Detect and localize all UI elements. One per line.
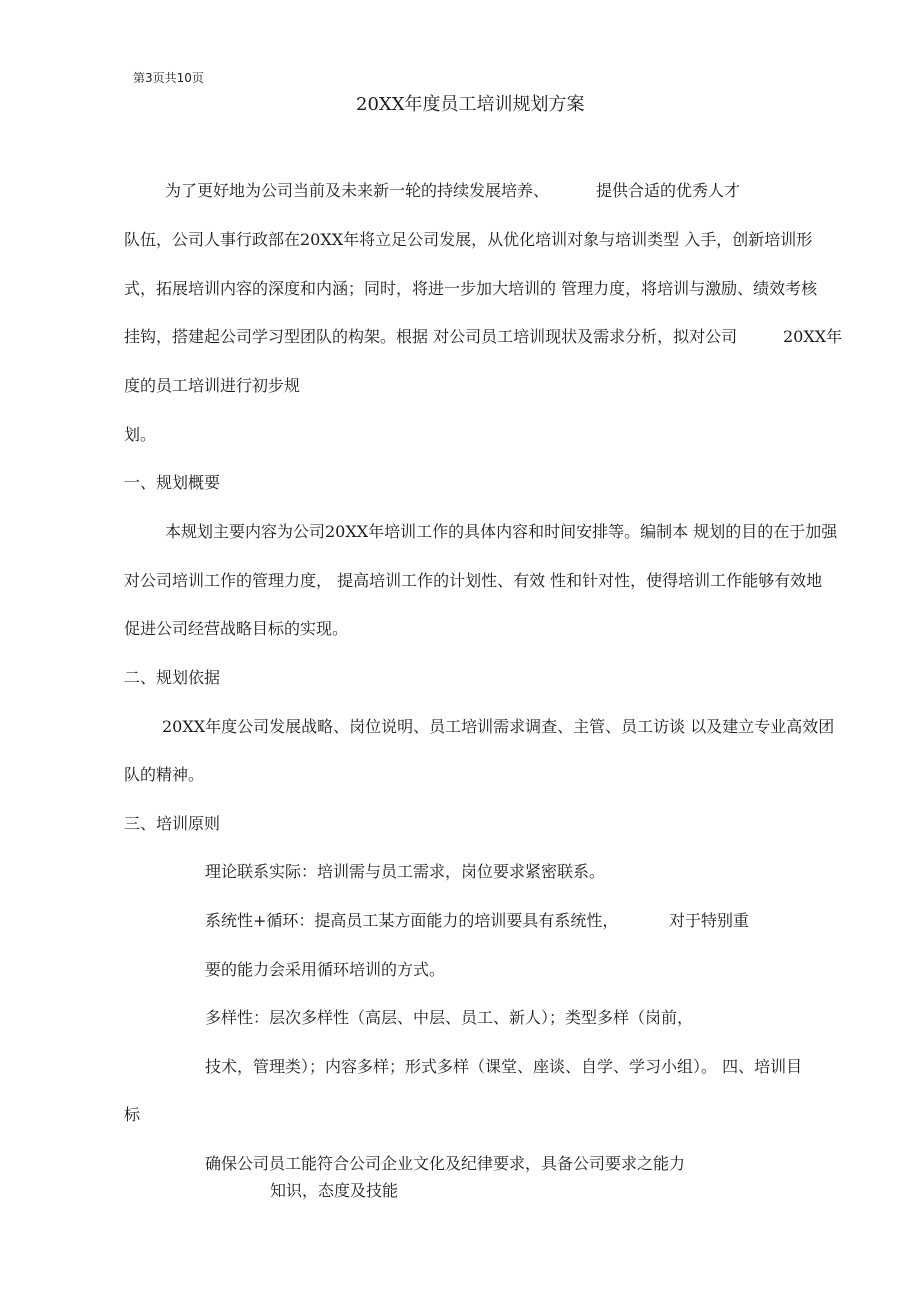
intro-line-2: 队伍，公司人事行政部在20XX年将立足公司发展，从优化培训对象与培训类型 入手，创新培训形 (124, 230, 813, 249)
section-1-line-2: 对公司培训工作的管理力度， 提高培训工作的计划性、有效 性和针对性，使得培训工作能够有效地 (124, 571, 823, 590)
intro-line-4b: 20XX年 (783, 327, 843, 346)
section-3-line-1: 理论联系实际：培训需与员工需求，岗位要求紧密联系。 (205, 862, 606, 881)
section-2-line-2: 队的精神。 (124, 765, 205, 784)
section-1-line-3: 促进公司经营战略目标的实现。 (124, 619, 349, 638)
intro-line-5: 度的员工培训进行初步规 (124, 376, 301, 395)
section-3-line-3: 要的能力会采用循环培训的方式。 (205, 960, 446, 979)
document-title: 20XX年度员工培训规划方案 (356, 94, 585, 115)
intro-line-1b: 提供合适的优秀人才 (596, 181, 741, 200)
page-indicator: 第3页共10页 (133, 71, 204, 85)
section-3-line-4: 多样性：层次多样性（高层、中层、员工、新人）；类型多样（岗前， (205, 1008, 694, 1027)
section-2-line-1: 20XX年度公司发展战略、岗位说明、员工培训需求调查、主管、员工访谈 以及建立专业高效团 (162, 717, 835, 736)
section-4-line-1: 确保公司员工能符合公司企业文化及纪律要求，具备公司要求之能力 (205, 1154, 686, 1173)
section-3-heading: 三、培训原则 (124, 814, 221, 833)
section-4-line-2: 知识，态度及技能 (270, 1181, 399, 1200)
section-3-line-6: 标 (124, 1105, 141, 1124)
section-1-line-1: 本规划主要内容为公司20XX年培训工作的具体内容和时间安排等。编制本 规划的目的在于加强 (165, 522, 838, 541)
intro-line-1a: 为了更好地为公司当前及未来新一轮的持续发展培养、 (165, 181, 550, 200)
intro-line-4a: 挂钩，搭建起公司学习型团队的构架。根据 对公司员工培训现状及需求分析，拟对公司 (124, 327, 738, 346)
section-3-line-2a: 系统性+循环：提高员工某方面能力的培训要具有系统性， (205, 911, 619, 930)
section-2-heading: 二、规划依据 (124, 668, 221, 687)
section-1-heading: 一、规划概要 (124, 473, 221, 492)
section-3-line-2b: 对于特别重 (669, 911, 750, 930)
intro-line-6: 划。 (124, 425, 157, 444)
intro-line-3: 式，拓展培训内容的深度和内涵；同时，将进一步加大培训的 管理力度，将培训与激励、绩效考核 (124, 279, 818, 298)
section-3-line-5: 技术，管理类）；内容多样；形式多样（课堂、座谈、自学、学习小组）。 四、培训目 (205, 1057, 803, 1076)
